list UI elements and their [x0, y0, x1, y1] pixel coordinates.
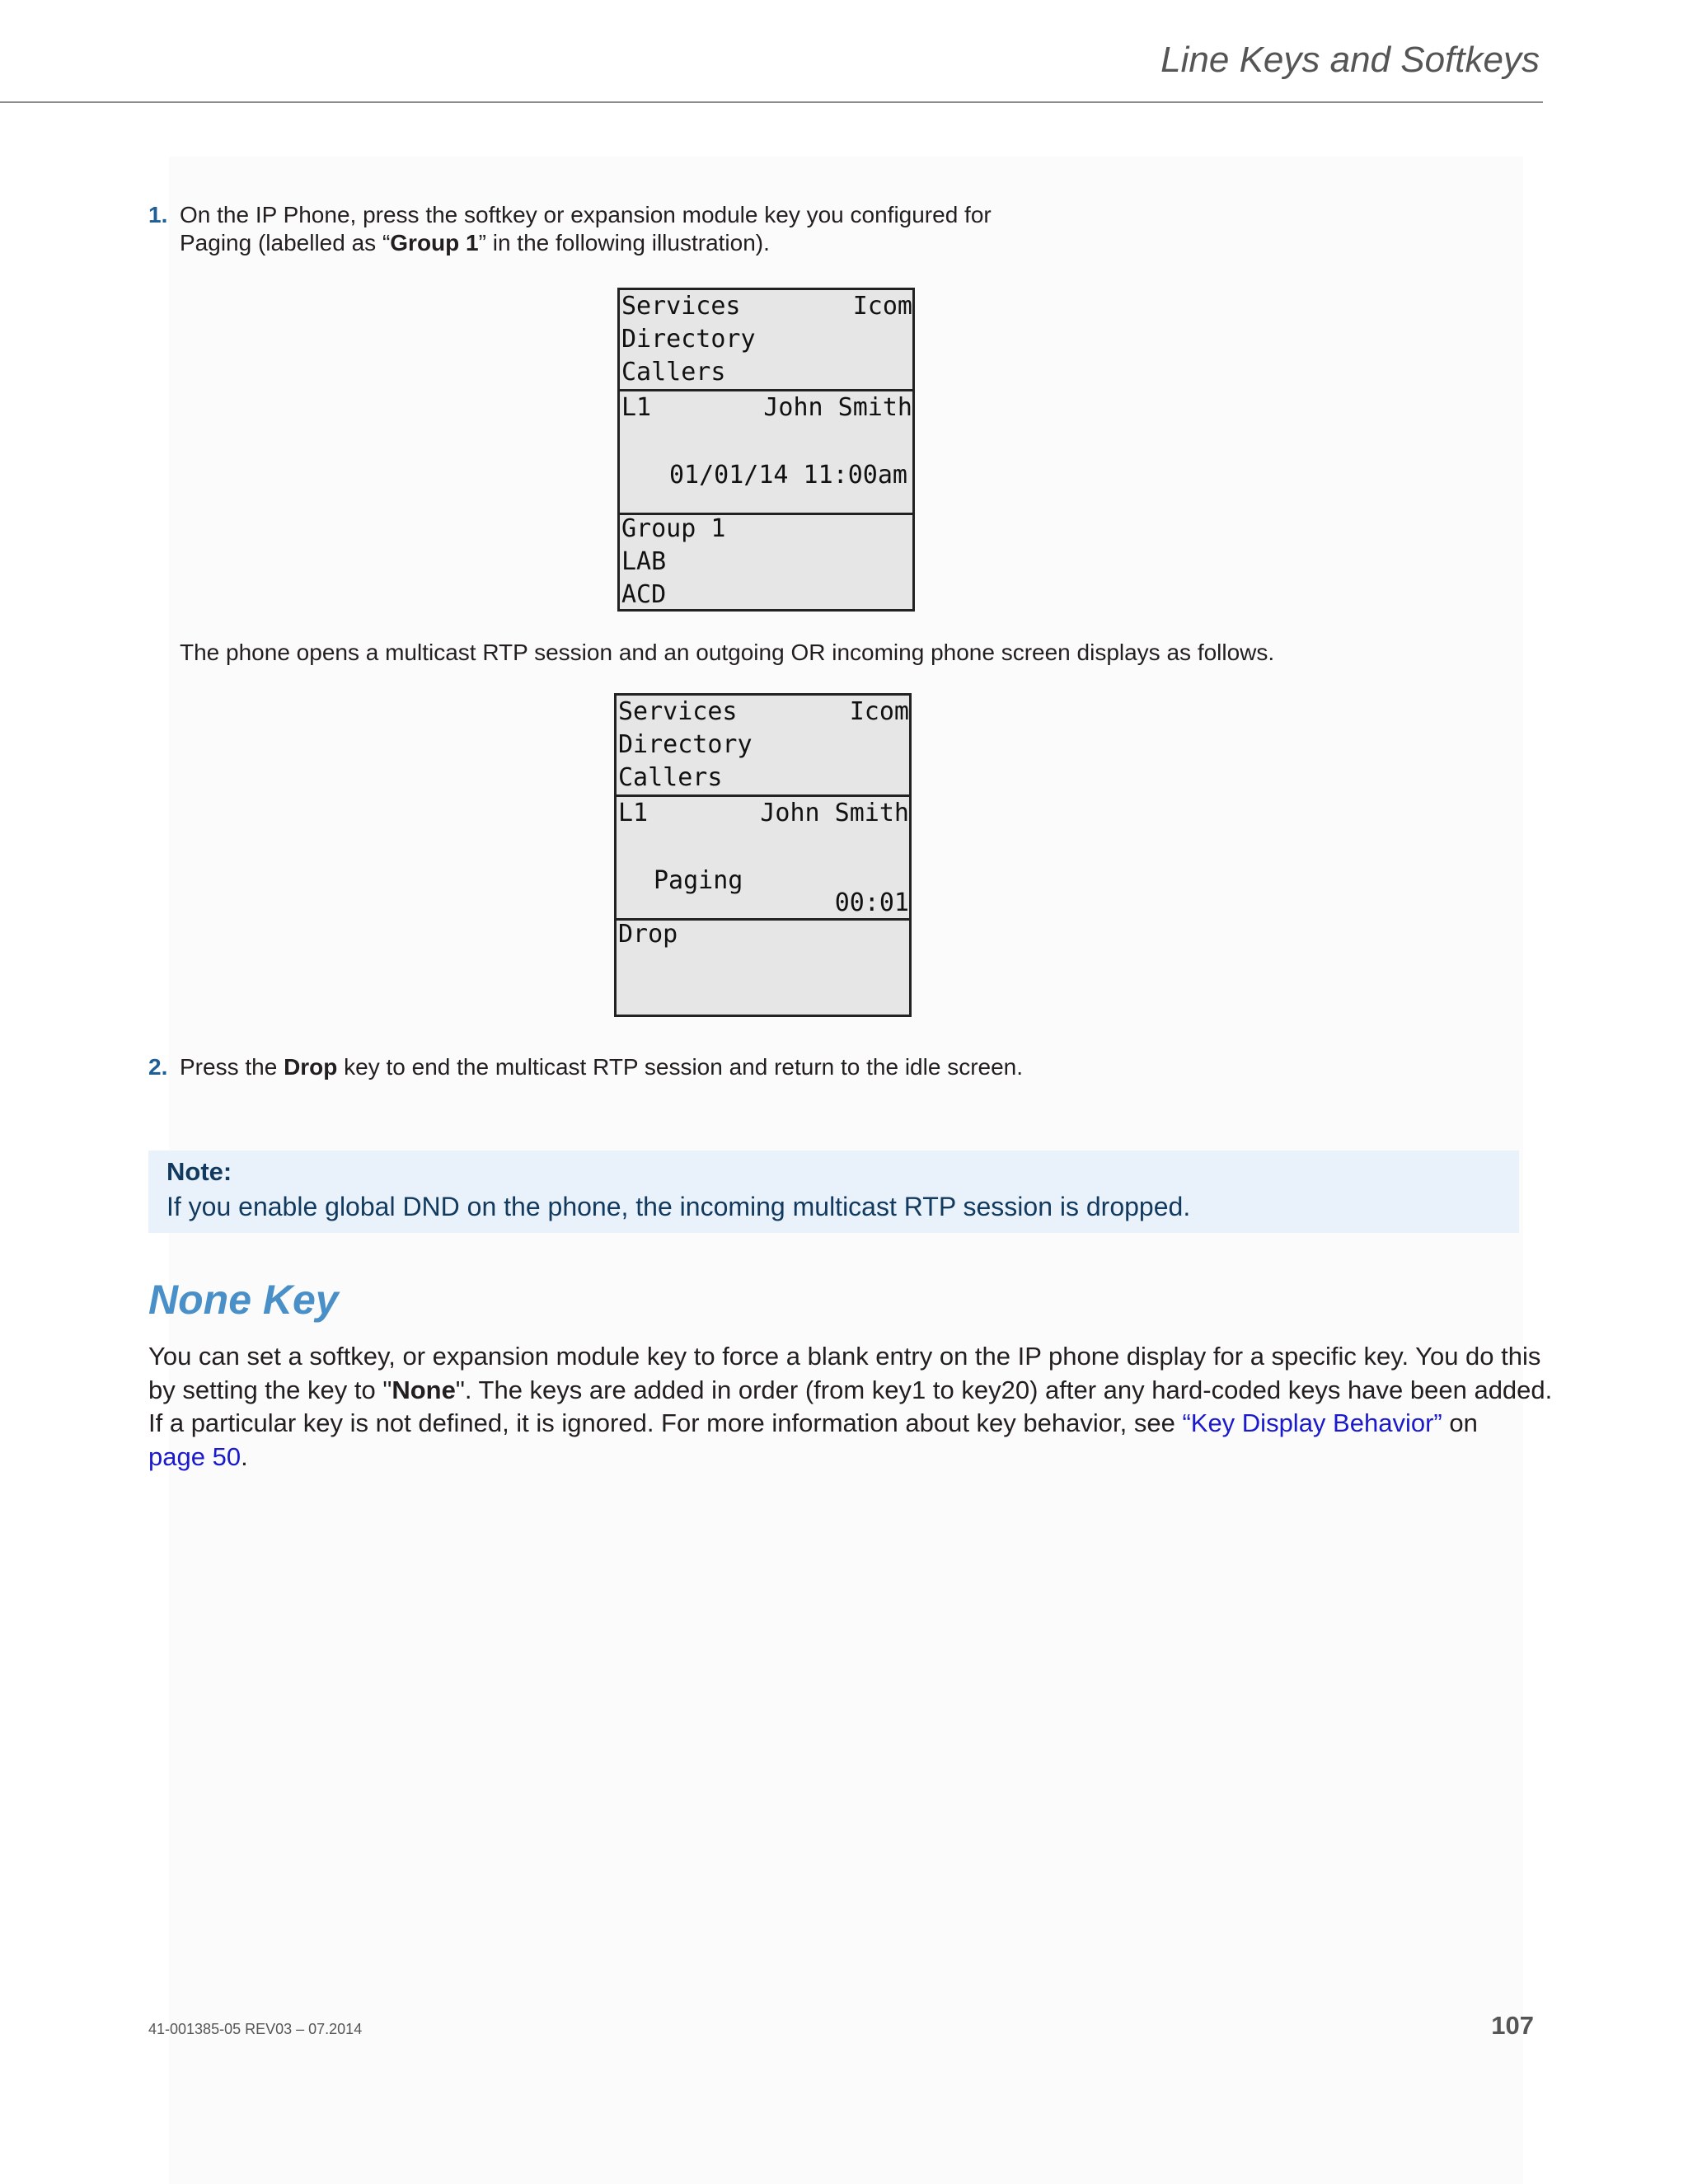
running-header-title: Line Keys and Softkeys — [1160, 40, 1540, 80]
screen-1-softkey-group-1: Group 1 — [621, 514, 726, 543]
note-box — [148, 1151, 1519, 1233]
screen-2-paging-status: Paging — [654, 866, 743, 895]
phone-screen-paging — [614, 693, 912, 1017]
key-display-behavior-link[interactable]: “Key Display Behavior” — [1182, 1408, 1442, 1437]
screen-1-row-services: Services Icom — [621, 292, 912, 321]
group-1-label: Group 1 — [390, 230, 479, 255]
note-label: Note: — [166, 1157, 232, 1186]
phone-screen-idle — [617, 288, 915, 612]
screen-2-line-row: L1 John Smith — [618, 799, 909, 827]
body-line-3: If a particular key is not defined, it is ignored. For more information about key behavior, see “Key Display Behavior” on — [148, 1408, 1478, 1437]
body-line-2: by setting the key to "None". The keys are added in order (from key1 to key20) after any hard-coded keys have been added. — [148, 1375, 1553, 1404]
note-text: If you enable global DND on the phone, the incoming multicast RTP session is dropped. — [166, 1192, 1191, 1221]
screen-2-row-callers: Callers — [618, 763, 723, 792]
screen-1-datetime: 01/01/14 11:00am — [669, 461, 907, 490]
section-heading: None Key — [148, 1277, 339, 1323]
step-2-number: 2. — [148, 1054, 168, 1080]
screen-1-row-directory: Directory — [621, 325, 756, 354]
call-timer: 00:01 — [834, 888, 909, 917]
screen-1-row-callers: Callers — [621, 358, 726, 387]
multicast-description: The phone opens a multicast RTP session and an outgoing OR incoming phone screen displays as follows. — [180, 640, 1275, 665]
screen-1-softkey-lab: LAB — [621, 547, 667, 576]
step-2-text: Press the Drop key to end the multicast RTP session and return to the idle screen. — [180, 1054, 1024, 1080]
screen-2-row-directory: Directory — [618, 730, 753, 759]
screen-1-line-row: L1 John Smith — [621, 393, 912, 422]
screen-2-timer-row — [618, 887, 909, 920]
screen-2-softkey-drop: Drop — [618, 920, 678, 949]
step-1-number: 1. — [148, 202, 168, 227]
none-keyword: None — [392, 1375, 456, 1404]
section-body — [148, 1340, 1553, 1474]
body-line-1: You can set a softkey, or expansion module key to force a blank entry on the IP phone display for a specific key. You do this — [148, 1342, 1541, 1371]
footer-doc-id: 41-001385-05 REV03 – 07.2014 — [148, 2021, 363, 2037]
screen-2-row-services: Services Icom — [618, 697, 909, 726]
step-1-line-1: On the IP Phone, press the softkey or expansion module key you configured for — [180, 202, 992, 227]
footer-page-number: 107 — [1491, 2011, 1534, 2040]
drop-key-label: Drop — [284, 1054, 338, 1080]
body-line-4: page 50. — [148, 1441, 248, 1471]
page-50-link[interactable]: page 50 — [148, 1441, 241, 1471]
screen-1-softkey-acd: ACD — [621, 580, 667, 609]
header-rule — [0, 101, 1543, 103]
step-1-line-2: Paging (labelled as “Group 1” in the following illustration). — [180, 230, 770, 255]
